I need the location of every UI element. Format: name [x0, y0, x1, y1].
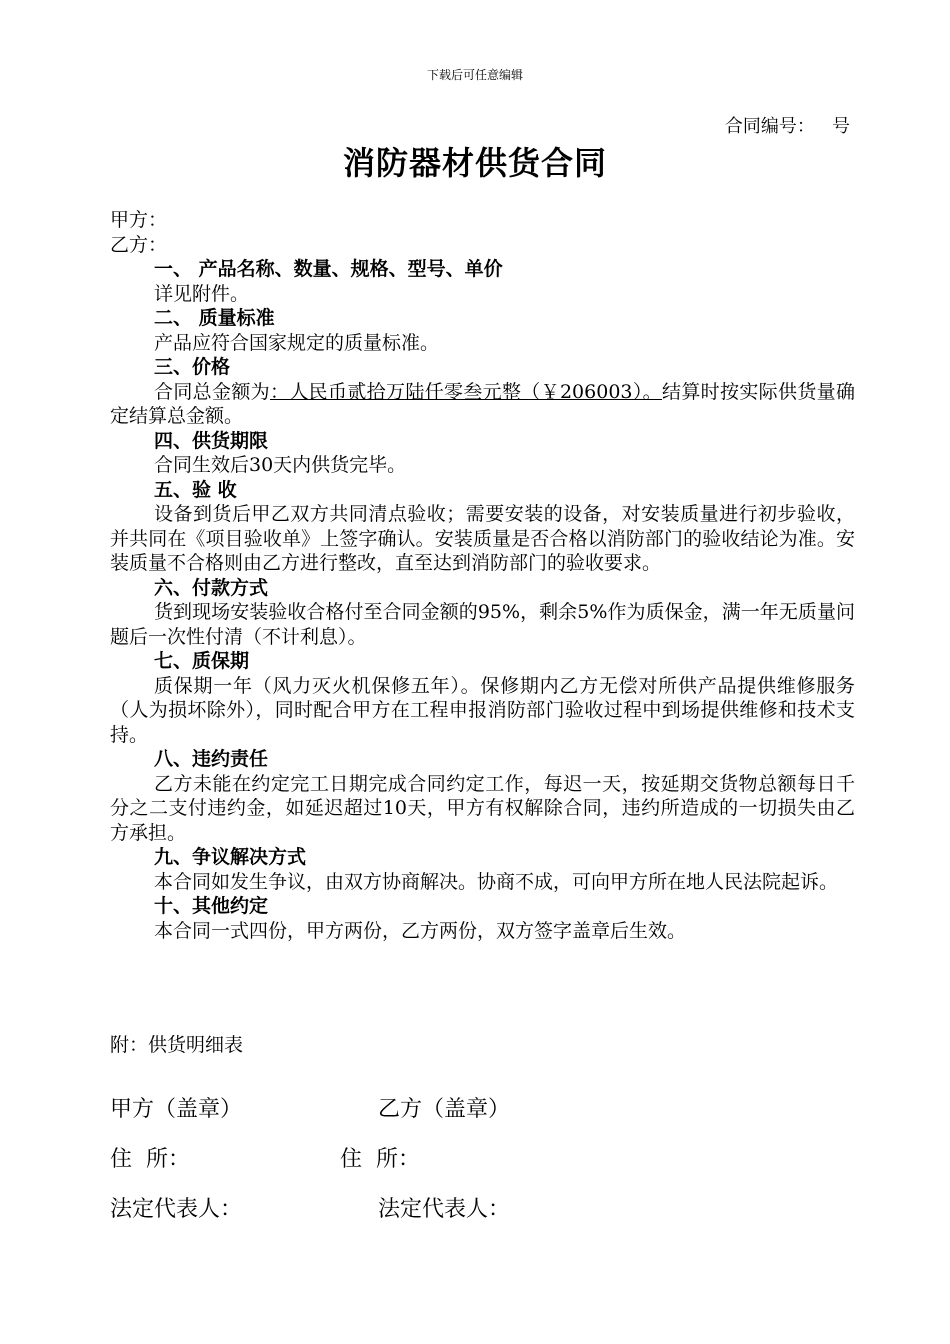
party-b-address: 住 所： [340, 1147, 420, 1172]
section-text: 设备到货后甲乙双方共同清点验收；需要安装的设备，对安装质量进行初步验收，并共同在《项目验收单》上签字确认。安装质量是否合格以消防部门的验收结论为准。安装质量不合格则由乙方进行整改，直至达到消防部门的验收要求。 [110, 503, 855, 574]
section-text: 质保期一年（风力灭火机保修五年）。保修期内乙方无偿对所供产品提供维修服务（人为损坏除外），同时配合甲方在工程申报消防部门验收过程中到场提供维修和技术支持。 [110, 674, 855, 746]
section-heading: 九、争议解决方式 [154, 846, 307, 868]
party-a-label: 甲方： [110, 209, 168, 231]
section-heading: 三、价格 [154, 356, 231, 378]
section-heading: 五、验 收 [154, 478, 237, 501]
section-heading: 八、违约责任 [154, 748, 269, 770]
document-title: 消防器材供货合同 [342, 144, 607, 182]
contract-body [110, 208, 855, 943]
party-b-seal: 乙方（盖章） [378, 1097, 511, 1122]
contract-number: 合同编号： 号 [724, 116, 850, 137]
section-text: 乙方未能在约定完工日期完成合同约定工作，每迟一天，按延期交货物总额每日千分之二支付违约金，如延迟超过10天，甲方有权解除合同，违约所造成的一切损失由乙方承担。 [110, 772, 855, 844]
section-text: 本合同一式四份，甲方两份，乙方两份，双方签字盖章后生效。 [154, 919, 687, 942]
section-text: 货到现场安装验收合格付至合同金额的95%，剩余5%作为质保金，满一年无质量问题后一次性付清（不计利息）。 [110, 601, 855, 648]
section-heading: 二、 质量标准 [154, 307, 275, 329]
party-b-representative: 法定代表人： [378, 1197, 511, 1222]
section-heading: 四、供货期限 [154, 429, 269, 452]
price-paragraph [110, 380, 855, 429]
section-text: 产品应符合国家规定的质量标准。 [154, 331, 440, 354]
section-text: 本合同如发生争议，由双方协商解决。协商不成，可向甲方所在地人民法院起诉。 [154, 870, 839, 893]
section-heading: 十、其他约定 [154, 895, 269, 917]
header-note: 下载后可任意编辑 [426, 68, 523, 82]
section-text: 详见附件。 [154, 282, 250, 305]
section-heading: 六、付款方式 [154, 576, 269, 599]
attachment-note: 附：供货明细表 [110, 1034, 244, 1056]
section-heading: 七、质保期 [154, 650, 250, 672]
section-heading: 一、 产品名称、数量、规格、型号、单价 [154, 258, 503, 280]
party-a-seal: 甲方（盖章） [110, 1097, 243, 1122]
party-a-representative: 法定代表人： [110, 1197, 243, 1222]
party-b-label: 乙方： [110, 233, 168, 256]
price-amount: ：人民币贰拾万陆仟零叁元整（￥206003）。 [270, 380, 662, 403]
price-suffix: 结算时按实际供货量确定结算总金额。 [110, 380, 855, 427]
party-a-address: 住 所： [110, 1147, 190, 1172]
section-text: 合同生效后30天内供货完毕。 [154, 454, 407, 476]
price-prefix: 合同总金额为 [154, 380, 270, 403]
